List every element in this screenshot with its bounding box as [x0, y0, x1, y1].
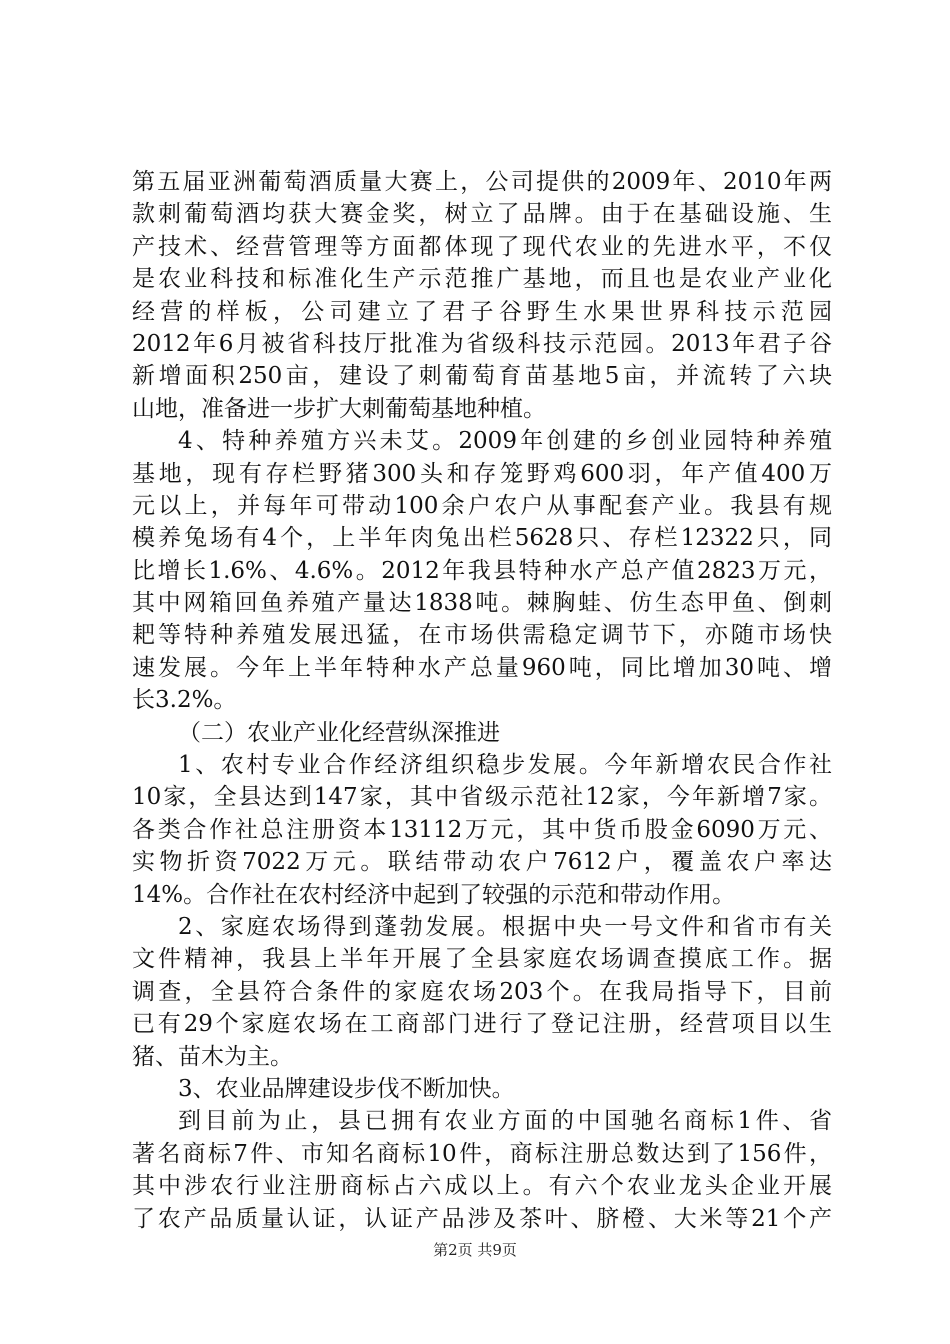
text-line: 10家，全县达到147家，其中省级示范社12家，今年新增7家。 [132, 784, 832, 811]
text-line: 著名商标7件、市知名商标10件，商标注册总数达到了156件， [132, 1140, 832, 1167]
text-line: 调查，全县符合条件的家庭农场203个。在我局指导下，目前 [132, 978, 832, 1005]
text-line: 耙等特种养殖发展迅猛，在市场供需稳定调节下，亦随市场快 [132, 622, 832, 649]
text-line: 其中涉农行业注册商标占六成以上。有六个农业龙头企业开展 [132, 1173, 832, 1200]
text-line: 新增面积250亩，建设了刺葡萄育苗基地5亩，并流转了六块 [132, 363, 832, 390]
text-line: 4、特种养殖方兴未艾。2009年创建的乡创业园特种养殖 [178, 428, 832, 455]
text-line: 了农产品质量认证，认证产品涉及茶叶、脐橙、大米等21个产 [132, 1205, 832, 1232]
text-line: 第五届亚洲葡萄酒质量大赛上，公司提供的2009年、2010年两 [132, 169, 832, 195]
text-line: 比增长1.6%、4.6%。2012年我县特种水产总产值2823万元， [132, 557, 832, 584]
text-line: 3、农业品牌建设步伐不断加快。 [178, 1075, 515, 1102]
text-line: 文件精神，我县上半年开展了全县家庭农场调查摸底工作。据 [132, 946, 832, 973]
text-line: 猪、苗木为主。 [132, 1043, 293, 1070]
text-line: 山地，准备进一步扩大刺葡萄基地种植。 [132, 395, 546, 422]
text-line: 产技术、经营管理等方面都体现了现代农业的先进水平，不仅 [132, 233, 832, 260]
text-line: 2、家庭农场得到蓬勃发展。根据中央一号文件和省市有关 [178, 913, 832, 940]
text-line: 已有29个家庭农场在工商部门进行了登记注册，经营项目以生 [132, 1011, 832, 1038]
document-body [132, 166, 832, 1235]
text-line: 2012年6月被省科技厅批准为省级科技示范园。2013年君子谷 [132, 330, 832, 357]
text-line: 模养兔场有4个，上半年肉兔出栏5628只、存栏12322只，同 [132, 525, 832, 552]
text-line: 基地，现有存栏野猪300头和存笼野鸡600羽，年产值400万 [132, 460, 832, 487]
text-line: 速发展。今年上半年特种水产总量960吨，同比增加30吨、增 [132, 654, 832, 681]
text-line: 1、农村专业合作经济组织稳步发展。今年新增农民合作社 [178, 752, 832, 779]
text-line: 到目前为止，县已拥有农业方面的中国驰名商标1件、省 [178, 1108, 832, 1135]
text-line: （二）农业产业化经营纵深推进 [178, 719, 500, 746]
text-line: 各类合作社总注册资本13112万元，其中货币股金6090万元、 [132, 816, 832, 843]
text-line: 14%。合作社在农村经济中起到了较强的示范和带动作用。 [132, 881, 736, 908]
page-number-footer: 第2页 共9页 [433, 1241, 517, 1259]
text-line: 长3.2%。 [132, 687, 237, 714]
text-line: 经营的样板，公司建立了君子谷野生水果世界科技示范园 [132, 298, 832, 325]
text-line: 元以上，并每年可带动100余户农户从事配套产业。我县有规 [132, 492, 832, 519]
text-line: 实物折资7022万元。联结带动农户7612户，覆盖农户率达 [132, 849, 832, 876]
text-line: 其中网箱回鱼养殖产量达1838吨。棘胸蛙、仿生态甲鱼、倒刺 [132, 590, 832, 617]
text-line: 款刺葡萄酒均获大赛金奖，树立了品牌。由于在基础设施、生 [132, 201, 832, 228]
text-line: 是农业科技和标准化生产示范推广基地，而且也是农业产业化 [132, 266, 832, 293]
